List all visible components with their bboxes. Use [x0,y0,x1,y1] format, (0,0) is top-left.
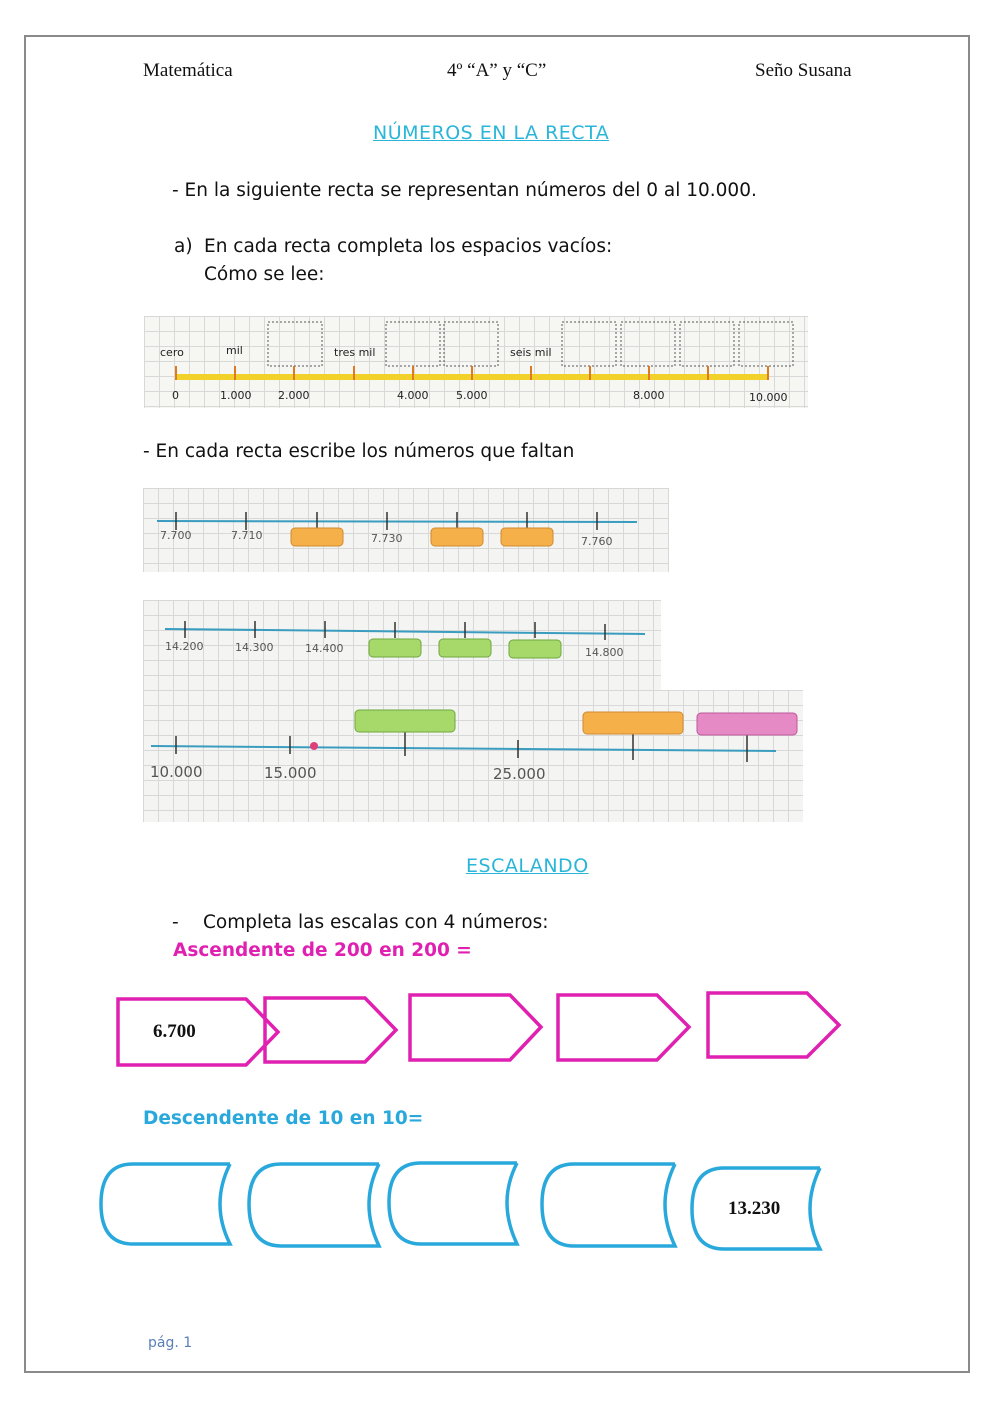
tick-label: 10.000 [749,391,788,404]
descending-label: Descendente de 10 en 10= [143,1108,424,1129]
header-subject: Matemática [143,60,233,81]
number-line-1 [144,316,808,408]
descending-scale [95,1158,835,1258]
answer-box[interactable] [444,322,498,366]
tick-label: 7.730 [371,532,403,545]
ascending-scale [100,985,860,1080]
orange-answer-box[interactable] [431,528,483,546]
red-point-marker [310,742,318,750]
answer-box[interactable] [386,322,440,366]
item-a-read-prompt: Cómo se lee: [204,264,325,285]
tick-label: 14.400 [305,642,344,655]
page-number: pág. 1 [148,1335,193,1351]
answer-box[interactable] [268,322,322,366]
section-title-numeros: NÚMEROS EN LA RECTA [373,122,610,144]
tick-label: 5.000 [456,389,488,402]
green-answer-box[interactable] [355,710,455,732]
tick-label: 14.300 [235,641,274,654]
orange-answer-box[interactable] [501,528,553,546]
number-line-2 [143,488,669,572]
item-a-marker: a) [174,236,193,257]
ascending-arrow-box[interactable] [708,993,839,1057]
answer-box[interactable] [739,322,793,366]
tick-label: 7.710 [231,529,263,542]
green-answer-box[interactable] [439,639,491,657]
descending-scroll-box[interactable] [249,1164,379,1246]
tick-label: 0 [172,389,179,402]
orange-answer-box[interactable] [291,528,343,546]
tick-label: 1.000 [220,389,252,402]
number-line-3 [143,600,661,692]
pink-answer-box[interactable] [697,713,797,735]
header-teacher: Seño Susana [755,60,852,81]
ascending-arrow-box[interactable] [265,998,396,1062]
intro-text: - En la siguiente recta se representan números del 0 al 10.000. [172,180,757,201]
section-title-escalando: ESCALANDO [466,855,589,877]
answer-box[interactable] [621,322,675,366]
descending-scroll-box[interactable] [542,1164,675,1246]
tick-label: 8.000 [633,389,665,402]
word-label: mil [226,344,243,357]
tick-label: 15.000 [264,764,317,782]
ascending-start-value: 6.700 [153,1021,196,1042]
number-line-4 [143,690,803,822]
ascending-arrow-box[interactable] [118,999,278,1065]
word-label: seis mil [510,346,552,359]
header-grade: 4º “A” y “C” [447,60,547,81]
green-answer-box[interactable] [369,639,421,657]
ascending-arrow-box[interactable] [558,995,689,1060]
word-label: cero [160,346,184,359]
answer-box[interactable] [562,322,616,366]
word-label: tres mil [334,346,376,359]
tick-label: 14.800 [585,646,624,659]
green-answer-box[interactable] [509,640,561,658]
ascending-arrow-box[interactable] [410,995,541,1060]
answer-box[interactable] [680,322,734,366]
tick-label: 25.000 [493,765,546,783]
tick-label: 14.200 [165,640,204,653]
escala-instruction: Completa las escalas con 4 números: [203,912,549,933]
descending-scroll-box[interactable] [389,1163,517,1244]
descending-scroll-box[interactable] [101,1164,230,1244]
tick-label: 10.000 [150,763,203,781]
ascending-label: Ascendente de 200 en 200 = [173,940,472,961]
instruction-missing-numbers: - En cada recta escribe los números que faltan [143,441,575,462]
tick-label: 7.760 [581,535,613,548]
tick-label: 2.000 [278,389,310,402]
item-a-instruction: En cada recta completa los espacios vacíos: [204,236,613,257]
orange-answer-box[interactable] [583,712,683,734]
escala-dash: - [172,912,179,933]
descending-start-value: 13.230 [728,1198,781,1219]
tick-label: 7.700 [160,529,192,542]
tick-label: 4.000 [397,389,429,402]
